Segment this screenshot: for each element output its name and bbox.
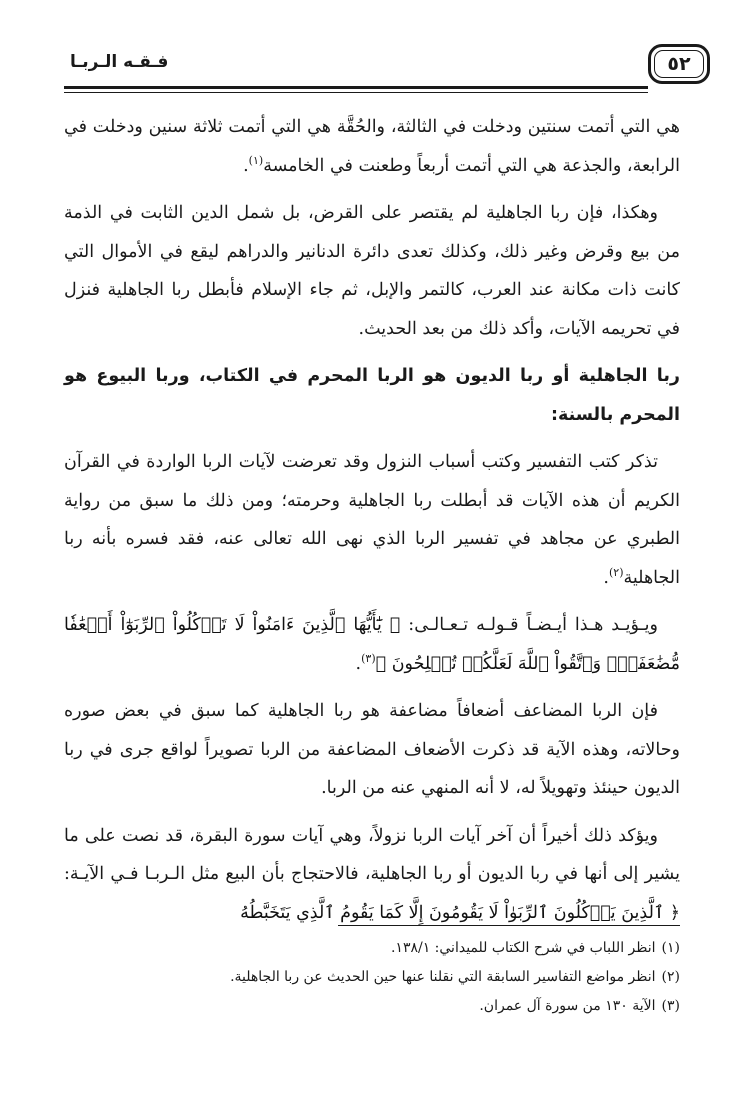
paragraph-4-intro: ويـؤيـد هـذا أيـضـاً قـولـه تـعـالـى: (408, 615, 658, 635)
page-number: ٥٢ (667, 53, 691, 75)
footnote-number: (٣) (661, 998, 680, 1014)
header-rule-thin (64, 92, 648, 93)
footnotes (64, 934, 680, 1021)
footnote-text: الآية ١٣٠ من سورة آل عمران. (479, 998, 656, 1014)
footnote-separator (338, 925, 680, 926)
footnote-1 (64, 934, 680, 963)
quran-verse-1: ﴿ يَٰٓأَيُّهَا ٱلَّذِينَ ءَامَنُواْ لَا تَأۡكُلُواْ ٱلرِّبَوٰٓاْ أَضۡعَٰفٗا مُّضَٰعَفَةٗۖ وَٱتَّقُواْ ٱللَّهَ لَعَلَّكُمۡ تُفۡلِحُونَ ﴾ (64, 615, 680, 674)
paragraph-1-text: هي التي أتمت سنتين ودخلت في الثالثة، والحُقَّة هي التي أتمت ثلاثة سنين ودخلت في الرابعة، والجذعة هي التي أتمت أربعاً وطعنت في الخامسة (64, 117, 680, 176)
footnote-3 (64, 992, 680, 1021)
paragraph-3-text: تذكر كتب التفسير وكتب أسباب النزول وقد تعرضت لآيات الربا الواردة في القرآن الكريم أن هذه الآيات قد أبطلت ربا الجاهلية وحرمته؛ ومن ذلك ما سبق من رواية الطبري عن مجاهد في تفسير الربا الذي نهى الله تعالى عنه، فقد فسره بأنه ربا الجاهلية (64, 452, 680, 588)
body-text (64, 108, 680, 941)
paragraph-2: وهكذا، فإن ربا الجاهلية لم يقتصر على القرض، بل شمل الدين الثابت في الذمة من بيع وقرض وغير ذلك، وكذلك تعدى دائرة الدنانير والدراهم ليقع في الأموال التي كانت ذات مكانة عند العرب، كالتمر والإبل، ثم جاء الإسلام فأبطل ربا الجاهلية فنزل في تحريمه الآيات، وأكد ذلك من بعد الحديث. (64, 203, 680, 339)
page-number-badge (648, 44, 710, 84)
paragraph-6 (64, 817, 680, 933)
paragraph-5: فإن الربا المضاعف أضعافاً مضاعفة هو ربا الجاهلية كما سبق في بعض صوره وحالاته، وهذه الآية قد ذكرت الأضعاف المضاعفة من الربا تصويراً لواقع جرى في ربا الديون حينئذ وتهويلاً له، لا أنه المنهي عنه من الربا. (64, 701, 680, 798)
footnote-2 (64, 963, 680, 992)
paragraph-3-end: . (603, 567, 609, 588)
footnote-ref-2[interactable]: (٢) (608, 565, 624, 579)
section-heading: ربا الجاهلية أو ربا الديون هو الربا المحرم في الكتاب، وربا البيوع هو المحرم بالسنة: (64, 366, 680, 425)
footnote-text: انظر مواضع التفاسير السابقة التي نقلنا عنها حين الحديث عن ربا الجاهلية. (230, 969, 656, 985)
paragraph-1-end: . (243, 155, 249, 176)
footnote-text: انظر اللباب في شرح الكتاب للميداني: ١٣٨/١. (390, 940, 656, 956)
footnote-ref-3[interactable]: (٣) (361, 651, 376, 665)
footnote-number: (٢) (661, 969, 680, 985)
paragraph-4-end: . (355, 653, 362, 674)
quran-verse-2: ﴿ ٱلَّذِينَ يَأۡكُلُونَ ٱلرِّبَوٰاْ لَا يَقُومُونَ إِلَّا كَمَا يَقُومُ ٱلَّذِي يَتَخَبَّطُهُ (240, 902, 680, 923)
header-rule (64, 86, 648, 89)
paragraph-4 (64, 606, 680, 683)
footnote-number: (١) (661, 940, 680, 956)
footnote-ref-1[interactable]: (١) (248, 153, 264, 167)
paragraph-6-text: ويؤكد ذلك أخيراً أن آخر آيات الربا نزولاً، وهي آيات سورة البقرة، قد نصت على ما يشير إلى أنها في ربا الديون أو ربا الجاهلية، فالاحتجاج بأن البيع مثل الـربـا فـي الآيـة: (64, 825, 680, 884)
paragraph-3 (64, 443, 680, 597)
paragraph-1 (64, 108, 680, 185)
running-title: فـقـه الـربـا (70, 52, 169, 72)
